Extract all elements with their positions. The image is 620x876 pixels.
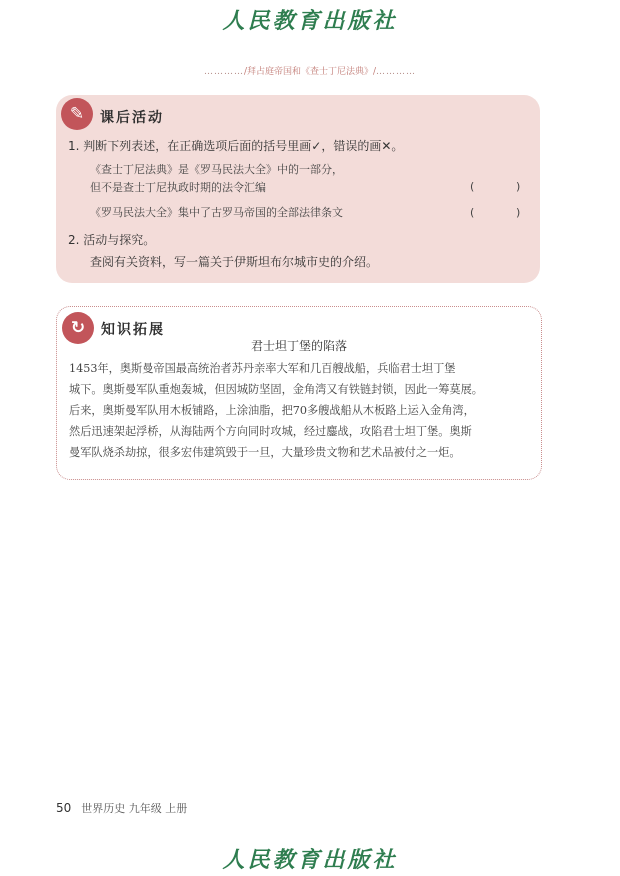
activity-title: 课后活动 xyxy=(100,110,164,126)
statement-2-line-1: 《罗马民法大全》集中了古罗马帝国的全部法律条文 xyxy=(90,206,343,219)
knowledge-line: 后来，奥斯曼军队用木板铺路，上涂油脂，把70多艘战船从木板路上运入金角湾， xyxy=(69,404,475,417)
knowledge-extension-box xyxy=(56,306,542,480)
knowledge-title: 知识拓展 xyxy=(101,322,165,338)
pencil-icon: ✎ xyxy=(61,98,93,130)
refresh-arrow-icon: ↻ xyxy=(62,312,94,344)
answer-bracket-1-close: ) xyxy=(516,180,521,193)
after-class-activity-box xyxy=(56,95,540,283)
header-text: /拜占庭帝国和《查士丁尼法典》/ xyxy=(243,67,377,77)
question-2-description: 查阅有关资料，写一篇关于伊斯坦布尔城市史的介绍。 xyxy=(90,255,379,269)
knowledge-line: 然后迅速架起浮桥，从海陆两个方向同时攻城，经过鏖战，攻陷君士坦丁堡。奥斯 xyxy=(69,425,472,438)
statement-1-line-1: 《查士丁尼法典》是《罗马民法大全》中的一部分， xyxy=(90,163,343,176)
knowledge-line: 1453年，奥斯曼帝国最高统治者苏丹亲率大军和几百艘战船，兵临君士坦丁堡 xyxy=(69,362,456,375)
page-footer xyxy=(56,800,187,816)
running-header xyxy=(0,64,620,77)
page-number: 50 xyxy=(56,801,72,815)
header-dots-left: ………… xyxy=(203,67,244,77)
publisher-logo-bottom: 人民教育出版社 xyxy=(222,847,398,873)
header-dots-right: ………… xyxy=(376,67,417,77)
question-1: 1. 判断下列表述，在正确选项后面的括号里画✓，错误的画✕。 xyxy=(68,139,404,153)
answer-bracket-2-open: ( xyxy=(470,206,475,219)
knowledge-line: 曼军队烧杀劫掠，很多宏伟建筑毁于一旦，大量珍贵文物和艺术品被付之一炬。 xyxy=(69,446,461,459)
knowledge-line: 城下。奥斯曼军队重炮轰城，但因城防坚固，金角湾又有铁链封锁，因此一筹莫展。 xyxy=(69,383,483,396)
answer-bracket-1-open: ( xyxy=(470,180,475,193)
question-2: 2. 活动与探究。 xyxy=(68,233,156,247)
answer-bracket-2-close: ) xyxy=(516,206,521,219)
knowledge-body xyxy=(69,358,531,463)
statement-1-line-2: 但不是查士丁尼执政时期的法令汇编 xyxy=(90,181,266,194)
statement-2 xyxy=(90,204,450,222)
knowledge-heading: 君士坦丁堡的陷落 xyxy=(250,339,347,353)
publisher-logo-top: 人民教育出版社 xyxy=(222,8,398,34)
statement-1 xyxy=(90,161,450,197)
book-title: 世界历史 九年级 上册 xyxy=(81,802,188,815)
